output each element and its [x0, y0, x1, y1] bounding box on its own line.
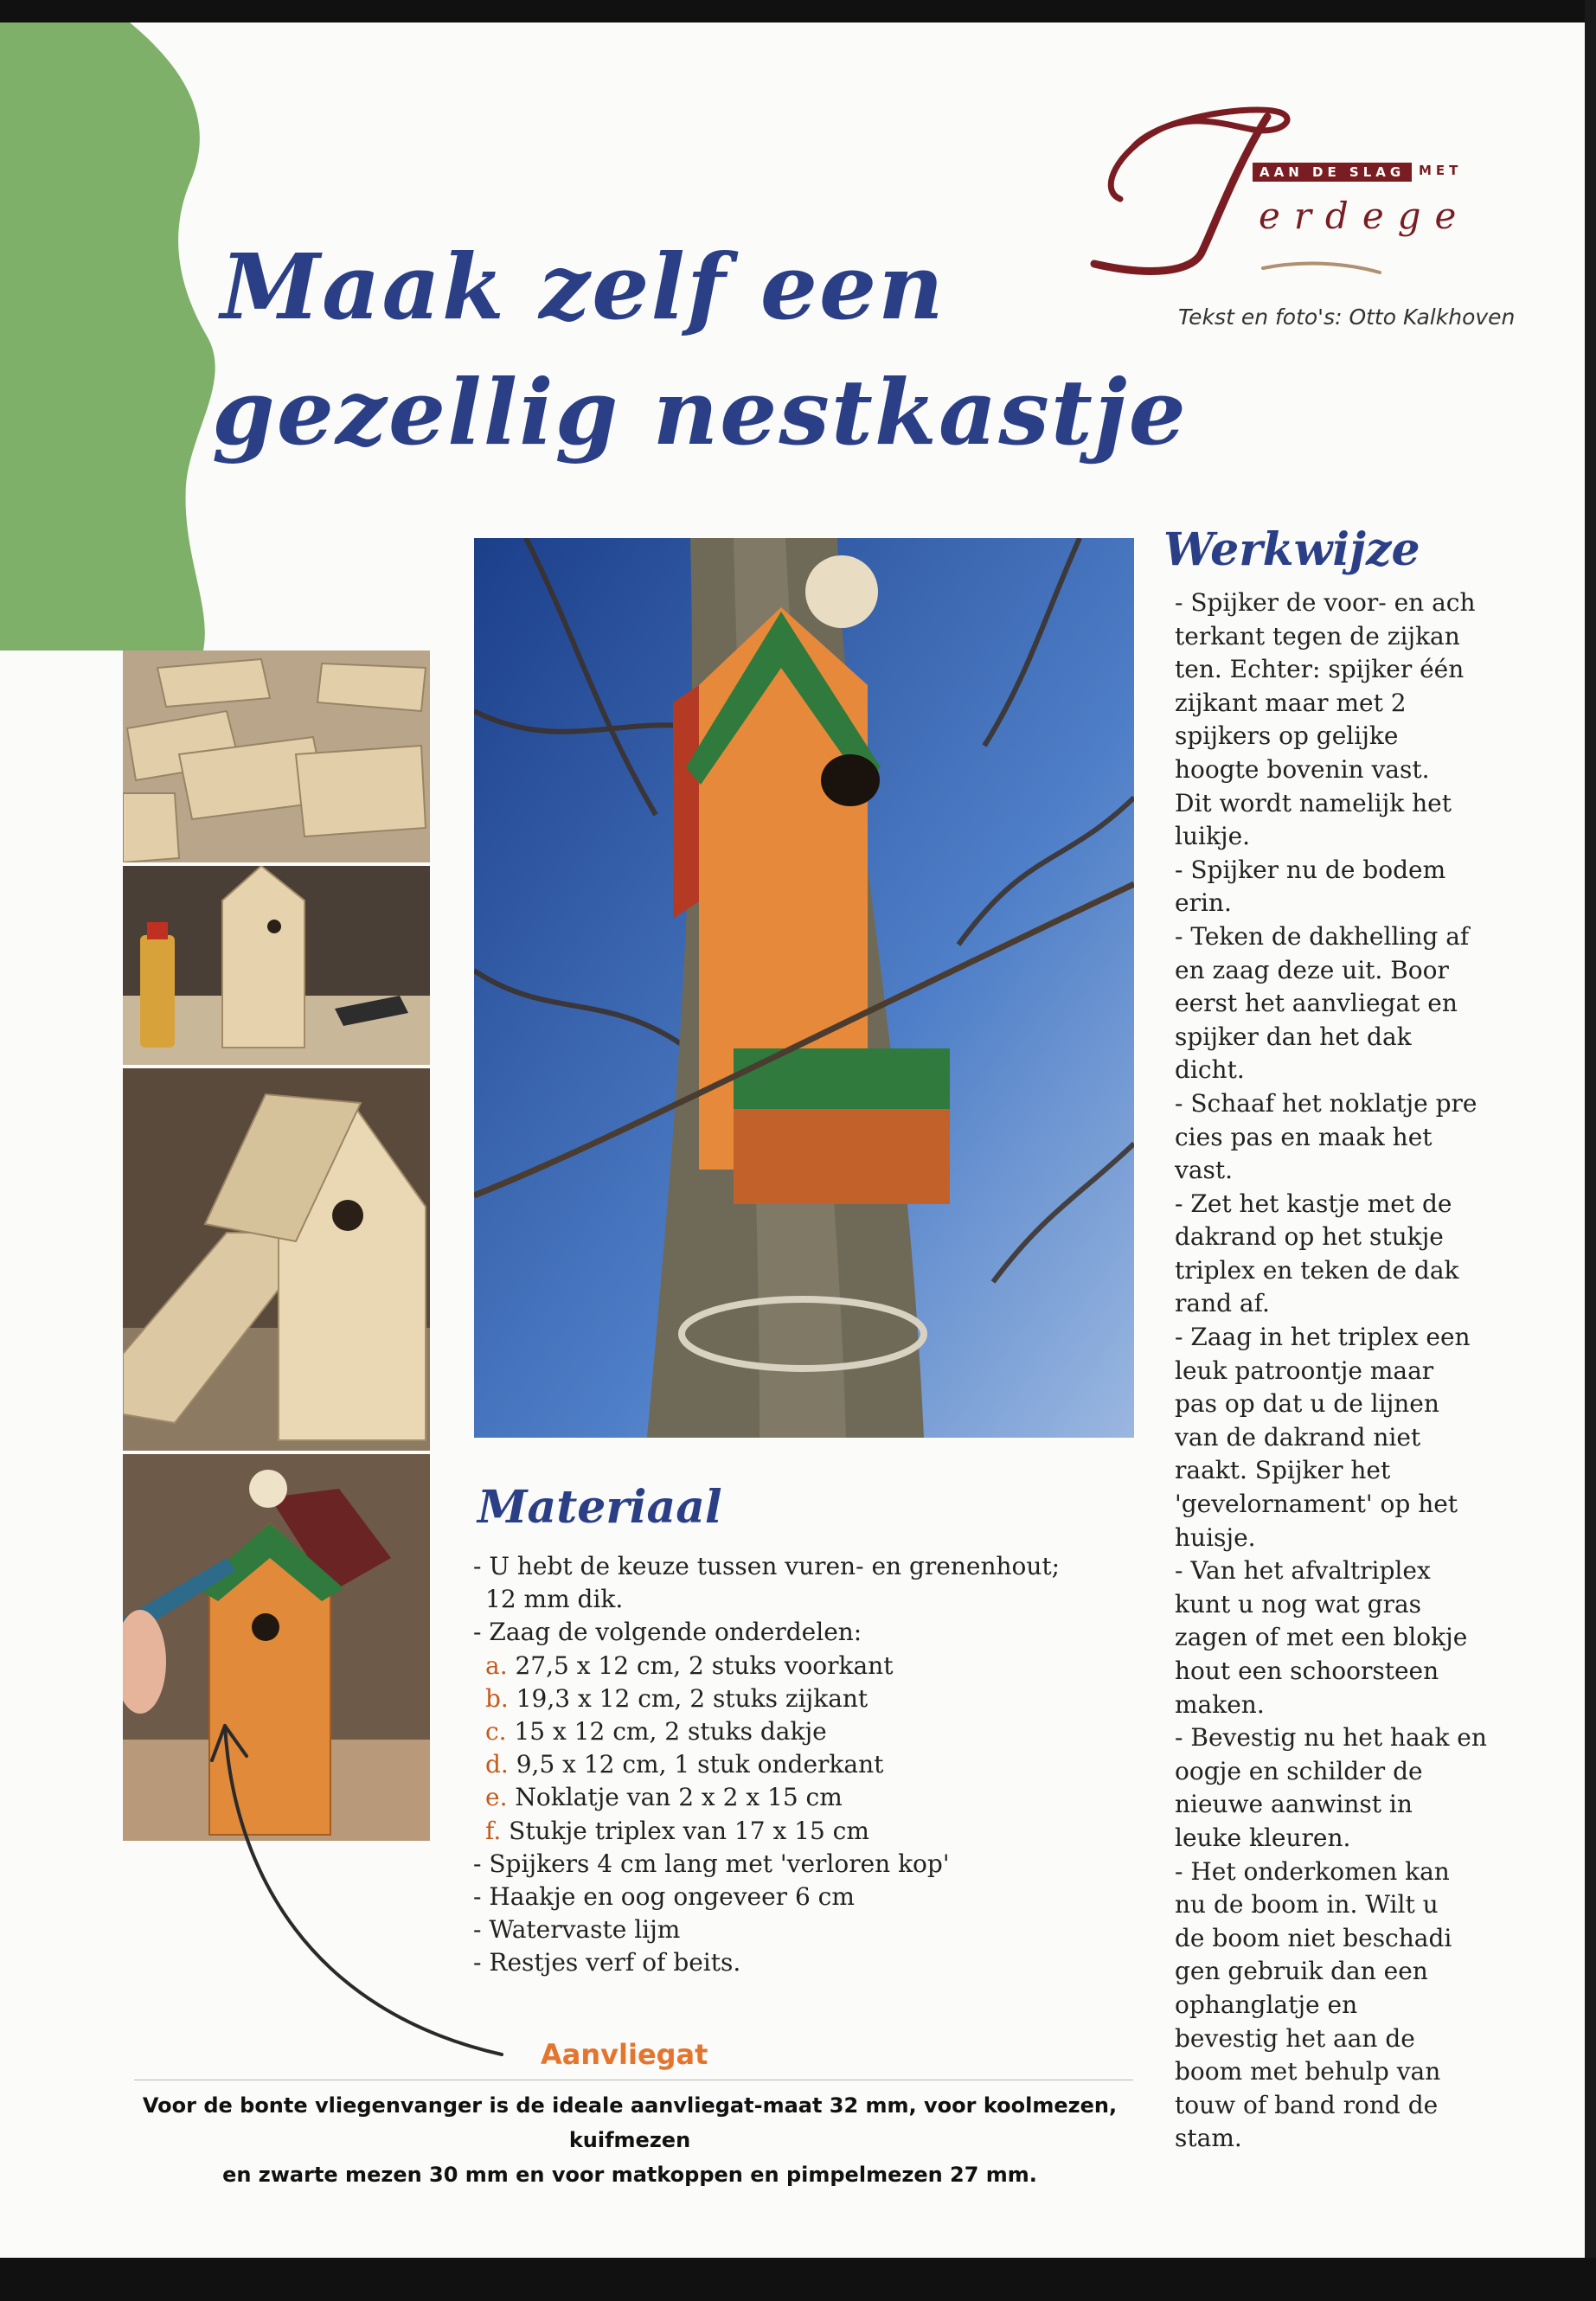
- list-item: - Spijker nu de bodem erin.: [1175, 855, 1446, 918]
- bottom-border: [0, 2258, 1596, 2301]
- werkwijze-steps: [1175, 586, 1495, 2156]
- top-border: [0, 0, 1596, 22]
- aanvliegat-title: Aanvliegat: [541, 2038, 708, 2071]
- list-item: - Haakje en oog ongeveer 6 cm: [473, 1882, 855, 1912]
- aanvliegat-text: Voor de bonte vliegenvanger is de ideale aanvliegat-maat 32 mm, voor koolmezen, kuifmezen en zwarte mezen 30 mm en voor matkoppen en pimpelmezen 27 mm.: [142, 2093, 1118, 2187]
- photo-assembled-box: [123, 866, 430, 1065]
- list-item: - Teken de dakhelling af en zaag deze uit. Boor eerst het aanvliegat en spijker dan het dak dicht.: [1175, 921, 1470, 1085]
- list-item: d. 9,5 x 12 cm, 1 stuk onderkant: [485, 1750, 884, 1779]
- photo-painting-box: [123, 1454, 430, 1841]
- list-item: - Het onderkomen kan nu de boom in. Wilt u de boom niet beschadi gen gebruik dan een ophanglatje en bevestig het aan de boom met behulp van touw of band rond de stam.: [1175, 1856, 1452, 2153]
- list-item: - Spijker de voor- en ach terkant tegen de zijkan ten. Echter: spijker één zijkant maar met 2 spijkers op gelijke hoogte bovenin vast. Dit wordt namelijk het luikje.: [1175, 588, 1476, 851]
- photo-birdhouse-on-tree: [474, 538, 1134, 1438]
- photo-wooden-planks: [123, 651, 430, 862]
- logo-suffix: MET: [1419, 163, 1463, 178]
- list-item: 12 mm dik.: [485, 1585, 624, 1614]
- list-item: - Watervaste lijm: [473, 1915, 681, 1945]
- list-item: e. Noklatje van 2 x 2 x 15 cm: [485, 1783, 843, 1812]
- list-item: - Spijkers 4 cm lang met 'verloren kop': [473, 1849, 950, 1878]
- werkwijze-heading: Werkwijze: [1163, 523, 1420, 576]
- list-item: - Van het afvaltriplex kunt u nog wat gras zagen of met een blokje hout een schoorsteen maken.: [1175, 1556, 1468, 1719]
- list-item: f. Stukje triplex van 17 x 15 cm: [485, 1816, 869, 1845]
- page-title-line-2: gezellig nestkastje: [212, 359, 1188, 465]
- list-item: - Zaag de volgende onderdelen:: [473, 1618, 862, 1647]
- page-title-line-1: Maak zelf een: [221, 234, 945, 340]
- list-item: - Bevestig nu het haak en oogje en schilder de nieuwe aanwinst in leuke kleuren.: [1175, 1723, 1487, 1852]
- logo-word: erdege: [1259, 195, 1471, 237]
- list-item: - Restjes verf of beits.: [473, 1948, 741, 1977]
- list-item: - Schaaf het noklatje pre cies pas en maak het vast.: [1175, 1088, 1477, 1185]
- list-item: a. 27,5 x 12 cm, 2 stuks voorkant: [485, 1650, 894, 1680]
- photo-box-with-roof: [123, 1068, 430, 1451]
- list-item: b. 19,3 x 12 cm, 2 stuks zijkant: [485, 1683, 869, 1713]
- author-credit: Tekst en foto's: Otto Kalkhoven: [1178, 304, 1516, 330]
- list-item: - U hebt de keuze tussen vuren- en grenenhout;: [473, 1552, 1061, 1580]
- list-item: - Zaag in het triplex een leuk patroontje maar pas op dat u de lijnen van de dakrand niet raakt. Spijker het 'gevelornament' op het huisje.: [1175, 1323, 1471, 1552]
- list-item: - Zet het kastje met de dakrand op het stukje triplex en teken de dak rand af.: [1175, 1189, 1459, 1318]
- list-item: c. 15 x 12 cm, 2 stuks dakje: [485, 1717, 827, 1747]
- logo-badge: AAN DE SLAG: [1253, 163, 1412, 182]
- right-edge: [1585, 0, 1596, 2301]
- materiaal-list: [473, 1550, 1096, 1980]
- materiaal-heading: Materiaal: [478, 1481, 722, 1534]
